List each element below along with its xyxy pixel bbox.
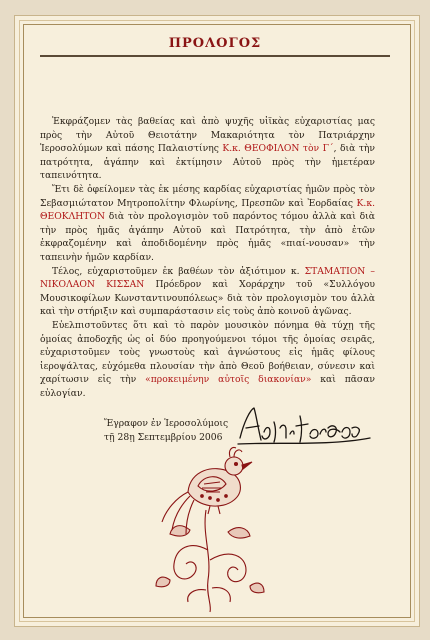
- text-span: Ἐκφράζομεν τὰς βαθείας καὶ ἀπὸ ψυχῆς υἱϊκὰς εὐχαριστίας μας πρὸς τὴν Αὐτοῦ Θειοτάτην Μακαριότητα τὸν Πατριάρχην Ἱεροσολύμων καὶ πάσης Παλαιστίνης: [40, 116, 375, 155]
- highlighted-name: Κ.κ. ΘΕΟΦΙΛΟΝ τὸν Γ΄: [222, 143, 334, 155]
- paragraph: [40, 183, 375, 265]
- highlighted-name: «προκειμένην αὐτοῖς διακονίαν»: [145, 374, 312, 386]
- date-line: τῇ 28ῃ Σεπτεμβρίου 2006: [104, 431, 223, 443]
- text-span: , διὰ τὴν πατρότητα, ἀγάπην καὶ ἐκτίμησιν Αὐτοῦ πρὸς τὴν ἡμετέραν ταπεινότητα.: [40, 143, 376, 182]
- text-span: Εὐελπιστοῦντες ὅτι καὶ τὸ παρὸν μουσικὸν πόνημα θὰ τύχῃ τῆς ὁμοίας ἀποδοχῆς ὡς οἱ δύο προηγούμενοι τόμοι τῆς ὁμοίας σειρᾶς, εὐχαριστοῦμεν τοὺς γνωστοὺς καὶ ἀγνώστους εἰς ἡμᾶς φίλους ἱεροψάλτας, εὐχόμεθα πλουσίαν τὴν ἀπὸ Θεοῦ βοήθειαν, σύνεσιν καὶ χαρίτωσιν εἰς τὴν: [40, 319, 375, 386]
- highlighted-name: Κ.κ. ΘΕΟΚΛΗΤΟΝ: [40, 197, 375, 223]
- paragraph: [40, 319, 375, 401]
- text-span: καὶ πᾶσαν εὐλογίαν.: [40, 374, 375, 399]
- paragraph: [40, 265, 375, 319]
- text-span: Πρόεδρον καὶ Χοράρχην τοῦ «Συλλόγου Μουσικοφίλων Κωνσταντινουπόλεως» διὰ τὸν προλογισμὸν του ἀλλὰ καὶ τὴν στήριξιν καὶ συμπαράστασιν εἰς τοὺς ἀπὸ κοινοῦ ἀγῶνας.: [40, 279, 375, 318]
- highlighted-name: ΣΤΑΜΑΤΙΟΝ – ΝΙΚΟΛΑΟΝ ΚΙΣΣΑΝ: [40, 265, 375, 291]
- bird-vine-emblem-icon: [150, 440, 270, 615]
- page-title: ΠΡΟΛΟΓΟΣ: [168, 36, 262, 51]
- text-span: διὰ τὸν προλογισμὸν τοῦ παρόντος τόμου ἀλλὰ καὶ διὰ τὴν πρὸς ἡμᾶς ἀγάπην Αὐτοῦ καὶ Πατρότητα, τὴν ἀπὸ ἐτῶν ἐκφραζομένην καὶ ἀποδιδομένην πρὸς ἡμᾶς «πιαί-νουσαν» τὴν ταπεινὴν ἡμῶν καρδίαν.: [40, 211, 375, 263]
- paragraph: [40, 115, 375, 183]
- title-underline: [40, 55, 390, 57]
- text-span: Ἔτι δὲ ὀφείλομεν τὰς ἐκ μέσης καρδίας εὐχαριστίας ἡμῶν πρὸς τὸν Σεβασμιώτατον Μητροπολίτην Φλωρίνης, Πρεσπῶν καὶ Ἐορδαίας: [40, 183, 375, 209]
- text-span: Τέλος, εὐχαριστοῦμεν ἐκ βαθέων τὸν ἀξιότιμον κ.: [52, 265, 305, 277]
- prologue-text: [40, 115, 375, 400]
- place-line: Ἔγραφον ἐν Ἱεροσολύμοις: [104, 418, 229, 429]
